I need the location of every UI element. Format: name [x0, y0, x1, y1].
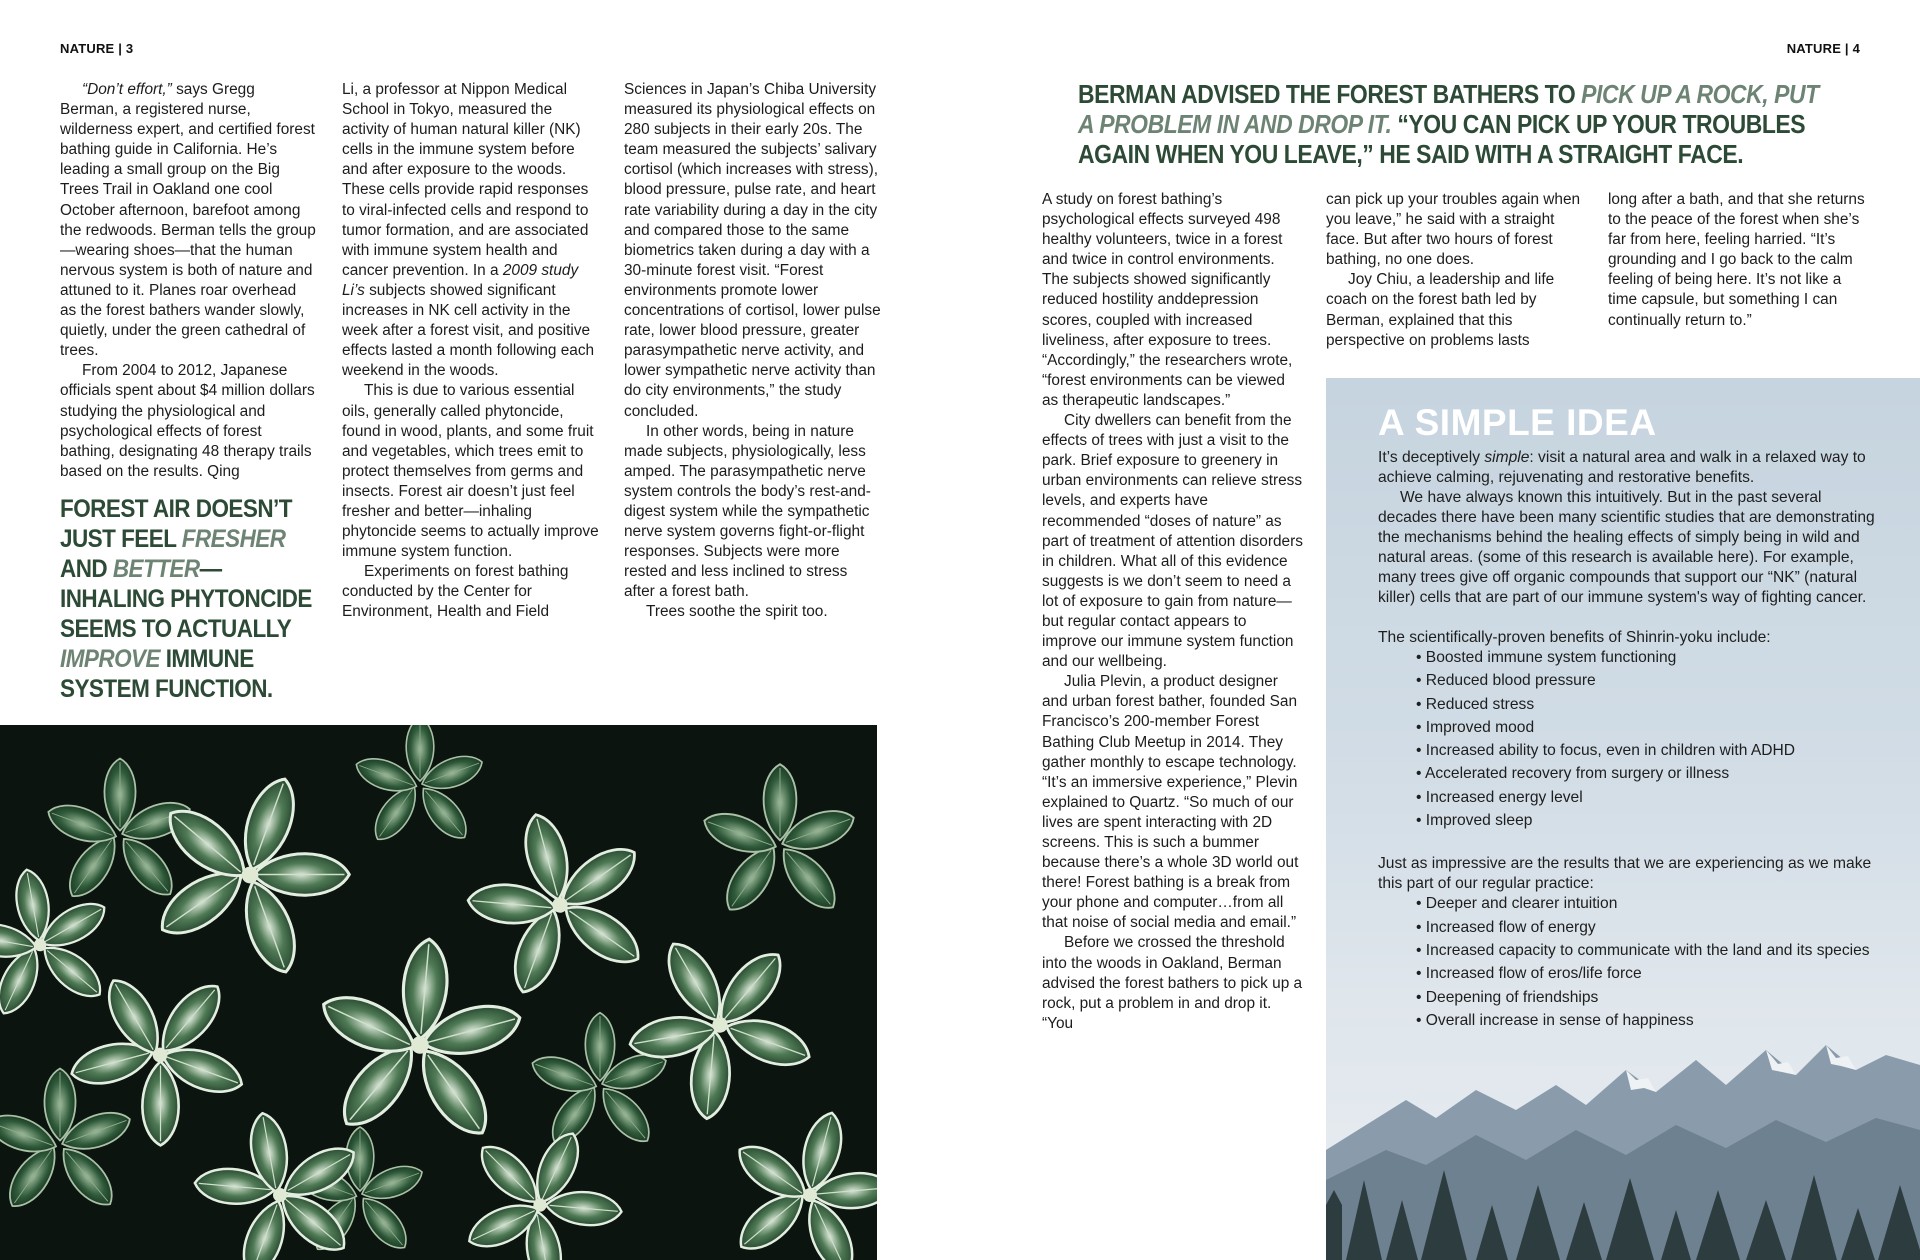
list-item: • Reduced blood pressure	[1416, 671, 1878, 691]
paragraph: Sciences in Japan’s Chiba University measured its physiological effects on 280 subjects in their early 20s. The team measured the subjects’ salivary cortisol (which increases with stress), blood pressure, pulse rate, and heart rate variability during a day in the city and compared those to the same biometrics taken during a day with a 30-minute forest visit. “Forest environments promote lower concentrations of cortisol, lower pulse rate, lower blood pressure, greater parasympathetic nerve activity, and lower sympathetic nerve activity than do city environments,” the study concluded.	[624, 81, 881, 420]
pull-quote-text: BERMAN ADVISED THE FOREST BATHERS TO	[1078, 81, 1582, 109]
paragraph: Before we crossed the threshold into the woods in Oakland, Berman advised the forest bathers to pick up a rock, put a problem in and drop it. “You	[1042, 934, 1303, 1032]
benefits-list	[1378, 648, 1878, 831]
list-item: • Increased capacity to communicate with the land and its species	[1416, 941, 1878, 961]
emphasis: simple	[1484, 449, 1530, 466]
mountain-illustration	[1326, 1030, 1920, 1260]
list-item: • Increased flow of eros/life force	[1416, 964, 1878, 984]
paragraph-text: says Gregg Berman, a registered nurse, wilderness expert, and certified forest bathing guide in California. He’s leading a small group on the Big Trees Trail in Oakland one cool October afternoon, barefoot among the redwoods. Berman tells the group—wearing shoes—that the human nervous system is both of nature and attuned to it. Planes roar overhead as the forest bathers wander slowly, quietly, under the green cathedral of trees.	[60, 81, 316, 360]
list-item: • Deeper and clearer intuition	[1416, 894, 1878, 914]
list-item: • Improved sleep	[1416, 811, 1878, 831]
pull-quote-right	[1078, 80, 1834, 170]
paragraph	[60, 80, 316, 361]
paragraph	[1378, 448, 1878, 488]
list-item: • Reduced stress	[1416, 695, 1878, 715]
article-column-6	[1608, 190, 1870, 331]
pull-quote-text: FOREST AIR DOESN’T JUST FEEL	[60, 495, 292, 553]
paragraph: From 2004 to 2012, Japanese officials spent about $4 million dollars studying the physiological and psychological effects of forest bathing, designating 48 therapy trails based on the results. Qing	[60, 362, 315, 480]
pull-quote-emphasis: FRESHER	[181, 525, 286, 553]
pull-quote-text: IMMUNE SYSTEM FUNCTION.	[60, 645, 273, 703]
paragraph: Joy Chiu, a leadership and life coach on the forest bath led by Berman, explained that this perspective on problems lasts	[1326, 271, 1555, 349]
sidebar-text	[1378, 448, 1878, 1034]
paragraph: City dwellers can benefit from the effects of trees with just a visit to the park. Brief exposure to greenery in urban environments can relieve stress levels, and experts have recommended “doses of nature” as part of treatment of attention disorders in children. What all of this evidence suggests is we don’t seem to need a lot of exposure to gain from nature—but regular contact appears to improve our immune system function and our wellbeing.	[1042, 412, 1303, 671]
list-item: • Increased energy level	[1416, 788, 1878, 808]
spacer	[1378, 608, 1878, 628]
folio-right: NATURE | 4	[1786, 41, 1860, 56]
spacer	[1378, 834, 1878, 854]
article-column-4	[1042, 190, 1304, 1034]
list-item: • Accelerated recovery from surgery or illness	[1416, 764, 1878, 784]
list-item: • Overall increase in sense of happiness	[1416, 1011, 1878, 1031]
list-intro: The scientifically-proven benefits of Shinrin-yoku include:	[1378, 629, 1771, 646]
paragraph-text: subjects showed significant increases in NK cell activity in the week after a forest visit, and positive effects lasted a month following each weekend in the woods.	[342, 281, 595, 380]
paragraph: We have always known this intuitively. But in the past several decades there have been many scientific studies that are demonstrating the mechanisms behind the healing effects of simply being in wild and natural areas. (some of this research is available here). For example, many trees give off organic compounds that support our “NK” (natural killer) cells that are part of our immune system's way of fighting cancer.	[1378, 489, 1875, 606]
pull-quote-emphasis: IMPROVE	[60, 645, 160, 673]
sidebar-title: A SIMPLE IDEA	[1378, 402, 1657, 443]
article-column-2	[342, 80, 600, 623]
list-item: • Improved mood	[1416, 718, 1878, 738]
opening-quote: “Don’t effort,”	[82, 81, 172, 98]
paragraph: can pick up your troubles again when you leave,” he said with a straight face. But after two hours of forest bathing, no one does.	[1326, 191, 1581, 269]
list-item: • Increased ability to focus, even in children with ADHD	[1416, 741, 1878, 761]
article-column-1	[60, 80, 316, 482]
folio-left: NATURE | 3	[60, 41, 134, 56]
paragraph-text: It’s deceptively	[1378, 449, 1485, 466]
paragraph-text: : visit a natural area and walk in a relaxed way to achieve calming, rejuvenating and restorative benefits.	[1378, 449, 1866, 486]
list-item: • Increased flow of energy	[1416, 918, 1878, 938]
mountain-svg	[1326, 1030, 1920, 1260]
simple-idea-sidebar	[1326, 378, 1920, 1260]
list-intro: Just as impressive are the results that we are experiencing as we make this part of our regular practice:	[1378, 855, 1872, 893]
paragraph: Experiments on forest bathing conducted by the Center for Environment, Health and Field	[342, 563, 569, 621]
paragraph: A study on forest bathing’s psychological effects surveyed 498 healthy volunteers, twice in a forest and twice in control environments. The subjects showed significantly reduced hostility anddepression scores, coupled with increased liveliness, after exposure to trees. “Accordingly,” the researchers wrote, “forest environments can be viewed as therapeutic landscapes.”	[1042, 191, 1293, 409]
study-link-text: 2009 study Li’s	[342, 261, 579, 299]
pull-quote-emphasis: BETTER	[112, 555, 200, 583]
leaves-photo	[0, 725, 877, 1260]
paragraph	[342, 80, 600, 381]
paragraph: This is due to various essential oils, generally called phytoncide, found in wood, plants, and some fruit and vegetables, which trees emit to protect themselves from germs and insects. Forest air doesn’t just feel fresher and better—inhaling phytoncide seems to actually improve immune system function.	[342, 382, 599, 561]
paragraph: In other words, being in nature made subjects, physiologically, less amped. The parasympathetic nerve system controls the body’s rest-and-digest system while the sympathetic nerve system governs fight-or-flight responses. Subjects were more rested and less inclined to stress after a forest bath.	[624, 422, 871, 601]
pull-quote-text: AND	[60, 555, 113, 583]
pull-quote-emphasis: PICK UP A ROCK, PUT A PROBLEM IN AND DROP IT.	[1078, 81, 1819, 139]
list-item: • Boosted immune system functioning	[1416, 648, 1878, 668]
paragraph: Trees soothe the spirit too.	[646, 603, 828, 621]
paragraph: long after a bath, and that she returns to the peace of the forest when she’s far from here, feeling harried. “It’s grounding and I go back to the calm feeling of being here. It’s not like a time capsule, but something I can continually return to.”	[1608, 191, 1865, 329]
pull-quote-text: —INHALING PHYTONCIDE SEEMS TO ACTUALLY	[60, 555, 312, 643]
pull-quote-text: “YOU CAN PICK UP YOUR TROUBLES AGAIN WHEN YOU LEAVE,” HE SAID WITH A STRAIGHT FACE.	[1078, 111, 1806, 169]
article-column-5	[1326, 190, 1588, 351]
pull-quote-left	[60, 494, 321, 704]
paragraph: Julia Plevin, a product designer and urban forest bather, founded San Francisco’s 200-member Forest Bathing Club Meetup in 2014. They gather monthly to escape technology. “It’s an immersive experience,” Plevin explained to Quartz. “So much of our lives are spent interacting with 2D screens. This is such a bummer because there’s a whole 3D world out there! Forest bathing is a break from your phone and computer…from all that noise of social media and email.”	[1042, 673, 1299, 932]
article-column-3	[624, 80, 882, 623]
leaves-illustration	[0, 725, 877, 1260]
results-list	[1378, 894, 1878, 1030]
list-item: • Deepening of friendships	[1416, 988, 1878, 1008]
paragraph-text: Li, a professor at Nippon Medical School in Tokyo, measured the activity of human natural killer (NK) cells in the immune system before and after exposure to the woods. These cells provide rapid responses to viral-infected cells and respond to tumor formation, and are associated with immune system health and cancer prevention. In a	[342, 81, 589, 279]
